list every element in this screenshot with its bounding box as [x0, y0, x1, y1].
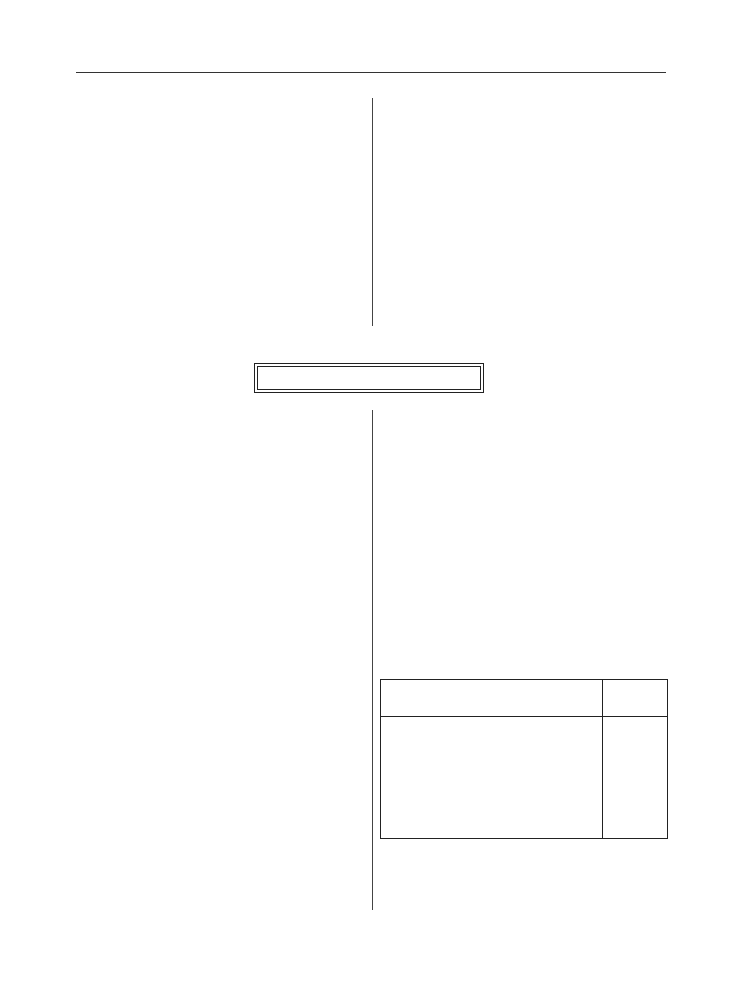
advance-amounts-table — [380, 679, 668, 839]
column-divider-top — [372, 98, 373, 326]
header-rule — [76, 72, 666, 73]
closing-block — [380, 846, 666, 858]
bottom-left-column — [76, 410, 366, 421]
table-column-rule — [602, 680, 603, 838]
page-header — [76, 58, 666, 70]
ministry-banner — [257, 366, 481, 390]
table-header — [381, 680, 667, 717]
column-divider-bottom — [372, 410, 373, 910]
top-right-column — [380, 100, 666, 129]
